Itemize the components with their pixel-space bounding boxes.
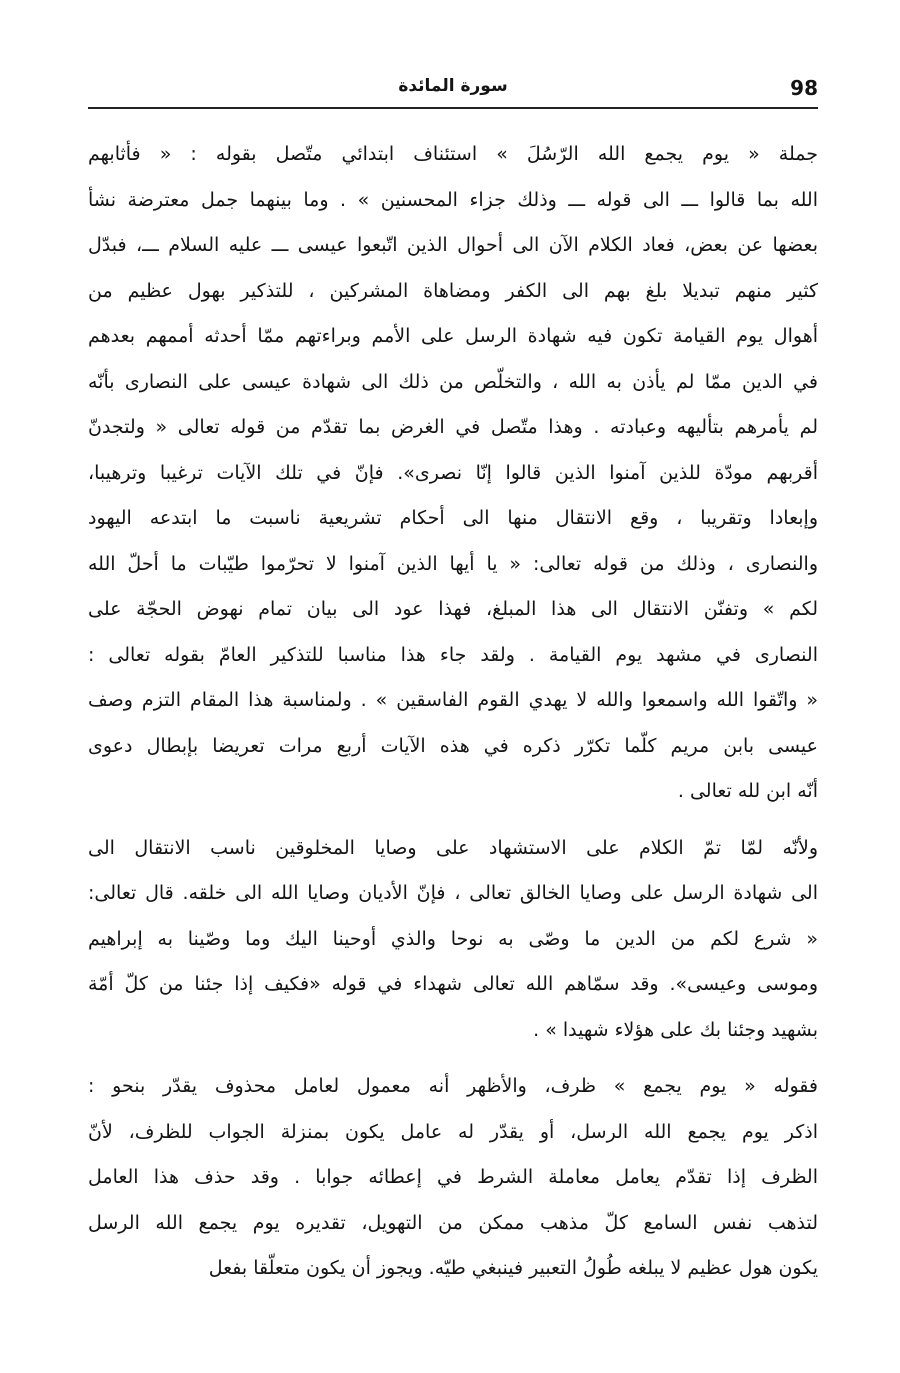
text-line: أقربهم مودّة للذين آمنوا الذين قالوا إنّا نصرى». فإنّ في تلك الآيات ترغيبا وترهيبا، <box>88 461 818 484</box>
text-line: ولأنّه لمّا تمّ الكلام على الاستشهاد على وصايا المخلوقين ناسب الانتقال الى <box>88 836 818 859</box>
text-line: الى شهادة الرسل على وصايا الخالق تعالى ، فإنّ الأديان وصايا الله الى خلقه. قال تعالى: <box>88 882 818 904</box>
text-line: الله بما قالوا ـــ الى قوله ـــ وذلك جزاء المحسنين » . وما بينهما جمل معترضة نشأ <box>88 188 818 211</box>
text-line: عيسى بابن مريم كلّما تكرّر ذكره في هذه الآيات أربع مرات تعريضا بإبطال دعوى <box>88 734 818 757</box>
text-line: بشهيد وجئنا بك على هؤلاء شهيدا » . <box>533 1018 818 1041</box>
text-line: « شرع لكم من الدين ما وصّى به نوحا والذي أوحينا اليك وما وصّينا به إبراهيم <box>88 927 818 950</box>
text-line: الظرف إذا تقدّم يعامل معاملة الشرط في إعطائه جوابا . وقد حذف هذا العامل <box>88 1166 818 1188</box>
surah-title: سورة المائدة <box>398 76 508 96</box>
text-line: جملة « يوم يجمع الله الرّسُلَ » استئناف ابتدائي متّصل بقوله : « فأثابهم <box>88 143 818 165</box>
text-line: وموسى وعيسى». وقد سمّاهم الله تعالى شهداء في قوله «فكيف إذا جئنا من كلّ أمّة <box>88 973 818 995</box>
text-line: لتذهب نفس السامع كلّ مذهب ممكن من التهويل، تقديره يوم يجمع الله الرسل <box>88 1211 818 1234</box>
text-line: أنّه ابن لله تعالى . <box>677 780 818 802</box>
paragraph <box>88 132 818 815</box>
text-line: لم يأمرهم بتأليهه وعبادته . وهذا متّصل في الغرض بما تقدّم من قوله تعالى « ولتجدنّ <box>88 416 818 438</box>
text-line: في الدين ممّا لم يأذن به الله ، والتخلّص من ذلك الى شهادة عيسى على النصارى بأنّه <box>88 370 818 393</box>
text-line: « واتّقوا الله واسمعوا والله لا يهدي القوم الفاسقين » . ولمناسبة هذا المقام التزم وصف <box>88 689 818 711</box>
text-line: والنصارى ، وذلك من قوله تعالى: « يا أيها الذين آمنوا لا تحرّموا طيّبات ما أحلّ الله <box>88 552 818 575</box>
text-line: بعضها عن بعض، فعاد الكلام الآن الى أحوال الذين اتّبعوا عيسى ـــ عليه السلام ـــ، فبدّل <box>88 234 818 256</box>
text-line: النصارى في مشهد يوم القيامة . ولقد جاء هذا مناسبا للتذكير العامّ بقوله تعالى : <box>88 643 818 666</box>
text-line: يكون هول عظيم لا يبلغه طُولُ التعبير فينبغي طيّه. ويجوز أن يكون متعلّقا بفعل <box>208 1257 818 1279</box>
running-head <box>88 70 818 104</box>
text-line: فقوله « يوم يجمع » ظرف، والأظهر أنه معمول لعامل محذوف يقدّر بنحو : <box>88 1075 818 1097</box>
paragraph <box>88 1064 818 1292</box>
header-rule <box>88 107 818 109</box>
text-line: أهوال يوم القيامة تكون فيه شهادة الرسل على الأمم وبراءتهم ممّا أحدثه أممهم بعدهم <box>88 325 818 347</box>
text-line: وإبعادا وتقريبا ، وقع الانتقال منها الى أحكام تشريعية ناسبت ما ابتدعه اليهود <box>88 507 818 529</box>
text-line: كثير منهم تبديلا بلغ بهم الى الكفر ومضاهاة المشركين ، للتذكير بهول عظيم من <box>88 279 818 302</box>
text-line: اذكر يوم يجمع الله الرسل، أو يقدّر له عامل يكون بمنزلة الجواب للظرف، لأنّ <box>88 1120 818 1143</box>
page-number: 98 <box>790 76 818 100</box>
text-line: لكم » وتفنّن الانتقال الى هذا المبلغ، فهذا عود الى بيان تمام نهوض الحجّة على <box>88 598 818 620</box>
paragraph <box>88 826 818 1054</box>
body-text <box>88 132 818 1303</box>
